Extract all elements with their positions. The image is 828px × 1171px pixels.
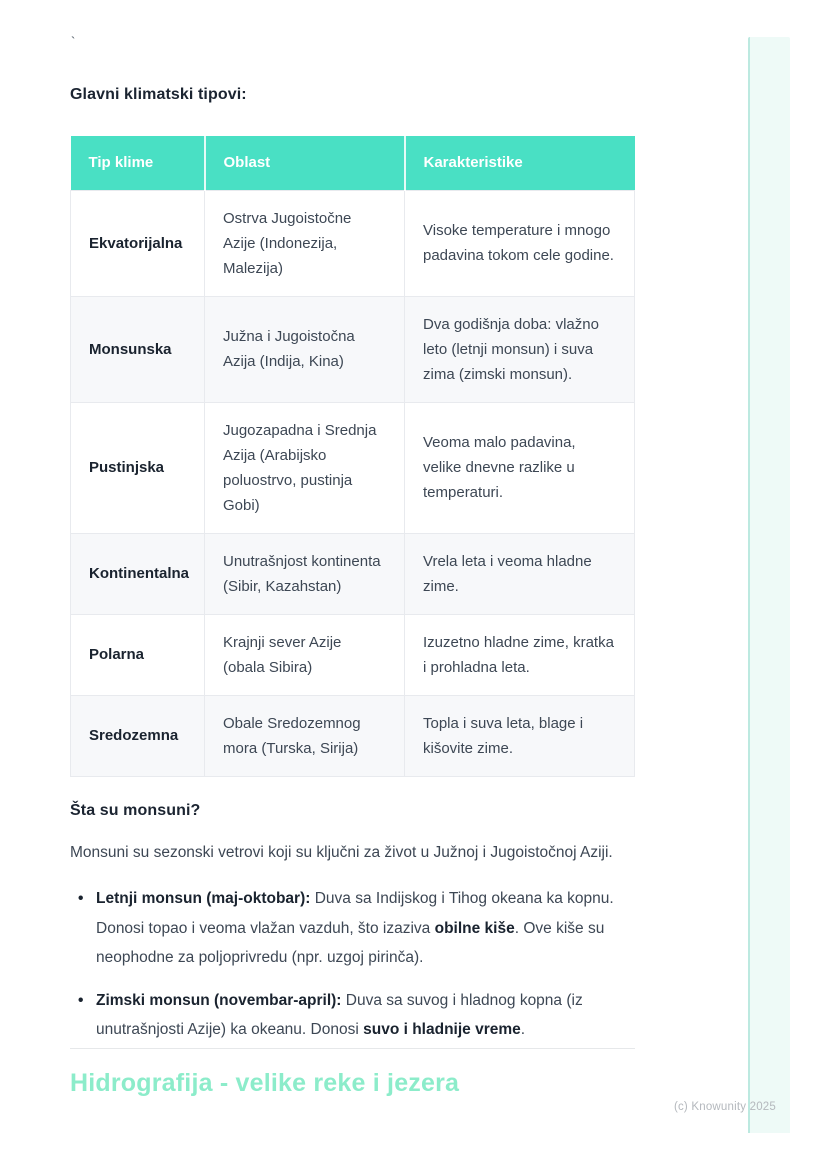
bullet-body-text: Duva sa Indijskog i Tihog okeana ka kopnu. Donosi topao i veoma vlažan vazduh, što izaziva — [96, 890, 614, 937]
table-row — [71, 533, 635, 614]
bullet-body-text: Duva sa suvog i hladnog kopna (iz unutrašnjosti Azije) ka okeanu. Donosi — [96, 991, 583, 1038]
bullet-emphasis-text: obilne kiše — [434, 919, 515, 937]
cell-characteristics: Topla i suva leta, blage i kišovite zime. — [405, 695, 635, 776]
climate-types-heading: Glavni klimatski tipovi: — [70, 86, 247, 103]
column-header-tip-klime: Tip klime — [71, 136, 205, 190]
bullet-marker: • — [78, 890, 84, 907]
cell-characteristics: Izuzetno hladne zime, kratka i prohladna leta. — [405, 614, 635, 695]
cell-climate-type: Pustinjska — [71, 402, 205, 533]
table-row — [71, 614, 635, 695]
section-divider — [70, 1048, 635, 1049]
table-header-row — [71, 136, 635, 190]
cell-climate-type: Polarna — [71, 614, 205, 695]
cell-climate-type: Kontinentalna — [71, 533, 205, 614]
monsoon-heading: Šta su monsuni? — [70, 802, 201, 819]
bullet-lead-text: Zimski monsun (novembar-april): — [96, 991, 342, 1009]
hydrography-heading: Hidrografija - velike reke i jezera — [70, 1069, 460, 1097]
cell-region: Krajnji sever Azije (obala Sibira) — [205, 614, 405, 695]
page-edge-strip — [748, 37, 790, 1133]
column-header-oblast: Oblast — [205, 136, 405, 190]
cell-climate-type: Ekvatorijalna — [71, 190, 205, 296]
cell-region: Južna i Jugoistočna Azija (Indija, Kina) — [205, 296, 405, 402]
cell-region: Obale Sredozemnog mora (Turska, Sirija) — [205, 695, 405, 776]
cell-region: Unutrašnjost kontinenta (Sibir, Kazahstan) — [205, 533, 405, 614]
cell-region: Ostrva Jugoistočne Azije (Indonezija, Malezija) — [205, 190, 405, 296]
stray-backtick-mark: ` — [71, 34, 76, 49]
table-row — [71, 296, 635, 402]
monsoon-bullet-list — [70, 884, 648, 1045]
climate-types-table — [70, 136, 635, 777]
cell-climate-type: Sredozemna — [71, 695, 205, 776]
cell-characteristics: Vrela leta i veoma hladne zime. — [405, 533, 635, 614]
copyright-footer: (c) Knowunity 2025 — [673, 1101, 776, 1113]
table-row — [71, 402, 635, 533]
cell-characteristics: Visoke temperature i mnogo padavina tokom cele godine. — [405, 190, 635, 296]
bullet-body-text: . — [520, 1021, 526, 1038]
bullet-lead-text: Letnji monsun (maj-oktobar): — [96, 890, 311, 907]
cell-characteristics: Dva godišnja doba: vlažno leto (letnji monsun) i suva zima (zimski monsun). — [405, 296, 635, 402]
table-row — [71, 190, 635, 296]
bullet-emphasis-text: suvo i hladnije vreme — [363, 1021, 521, 1038]
list-item-winter-monsoon — [70, 986, 648, 1045]
table-row — [71, 695, 635, 776]
bullet-marker: • — [78, 991, 84, 1009]
cell-region: Jugozapadna i Srednja Azija (Arabijsko poluostrvo, pustinja Gobi) — [205, 402, 405, 533]
cell-characteristics: Veoma malo padavina, velike dnevne razlike u temperaturi. — [405, 402, 635, 533]
list-item-summer-monsoon — [70, 884, 648, 973]
bullet-body-text: . Ove kiše su neophodne za poljoprivredu (npr. uzgoj pirinča). — [96, 919, 605, 966]
cell-climate-type: Monsunska — [71, 296, 205, 402]
monsoon-intro-paragraph: Monsuni su sezonski vetrovi koji su ključni za život u Južnoj i Jugoistočnoj Aziji. — [70, 844, 613, 861]
column-header-karakteristike: Karakteristike — [405, 136, 635, 190]
